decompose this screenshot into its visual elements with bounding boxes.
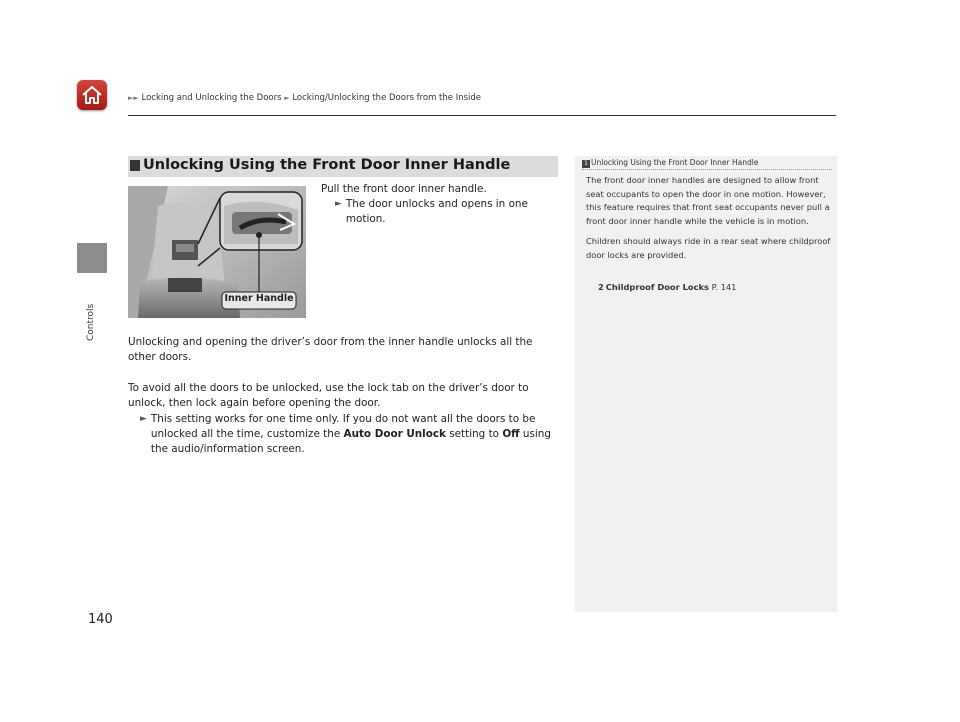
side-note-heading [582,158,758,168]
door-handle-illustration [128,186,306,318]
setting-note [140,412,558,457]
setting-text-c: using the audio/information screen. [150,428,551,455]
note-number-icon: 1 [582,160,590,168]
section-heading-bar [128,156,558,177]
side-note-panel [575,156,837,612]
instruction-pull-handle: Pull the front door inner handle. [321,183,487,195]
paragraph-avoid-unlock: To avoid all the doors to be unlocked, use the lock tab on the driver’s door to unlock, then lock again before opening the door. [128,382,529,409]
figure-callout-inner-handle: Inner Handle [224,293,294,304]
setting-arrow-icon: ► [140,414,147,424]
cross-reference-link[interactable] [598,282,736,292]
side-note-paragraph: The front door inner handles are designed to allow front seat occupants to open the door in one motion. However, this feature requires that front seat occupants never pull a front door inner handle while the vehicle is in motion. [586,175,830,226]
paragraph-unlock-all: Unlocking and opening the driver’s door from the inner handle unlocks all the other doors. [128,336,533,363]
side-note-heading-text: Unlocking Using the Front Door Inner Handle [591,158,759,167]
home-icon [81,84,103,106]
page-number: 140 [88,612,113,627]
section-title: Unlocking Using the Front Door Inner Handle [143,157,511,173]
header-rule [128,115,836,116]
breadcrumb-arrow-icon: ►► [128,94,139,102]
breadcrumb-link-locking[interactable]: Locking and Unlocking the Doors [141,93,282,103]
cross-reference-page: P. 141 [708,282,737,292]
result-text: The door unlocks and opens in one motion. [345,198,528,225]
instruction-result [335,197,545,227]
result-arrow-icon: ► [335,199,342,209]
cross-reference-title: Childproof Door Locks [605,282,709,292]
breadcrumb-arrow-icon: ► [284,94,290,102]
breadcrumb [128,93,481,103]
home-button[interactable] [77,80,107,110]
setting-value-off: Off [502,428,520,440]
setting-text-b: setting to [445,428,503,440]
side-tab-marker [77,243,107,273]
side-section-label: Controls [86,303,96,341]
setting-name-auto-door-unlock: Auto Door Unlock [343,428,446,440]
breadcrumb-current: Locking/Unlocking the Doors from the Inside [292,93,482,103]
side-note-paragraph: Children should always ride in a rear seat where childproof door locks are provided. [586,236,831,260]
setting-text [151,412,558,457]
cross-reference-icon: 2 [598,282,604,292]
side-note-divider [582,169,832,170]
section-square-icon [130,160,140,171]
setting-text-a: This setting works for one time only. If you do not want all the doors to be unlocked all the time, customize the [150,413,536,440]
side-note-body [586,174,832,269]
